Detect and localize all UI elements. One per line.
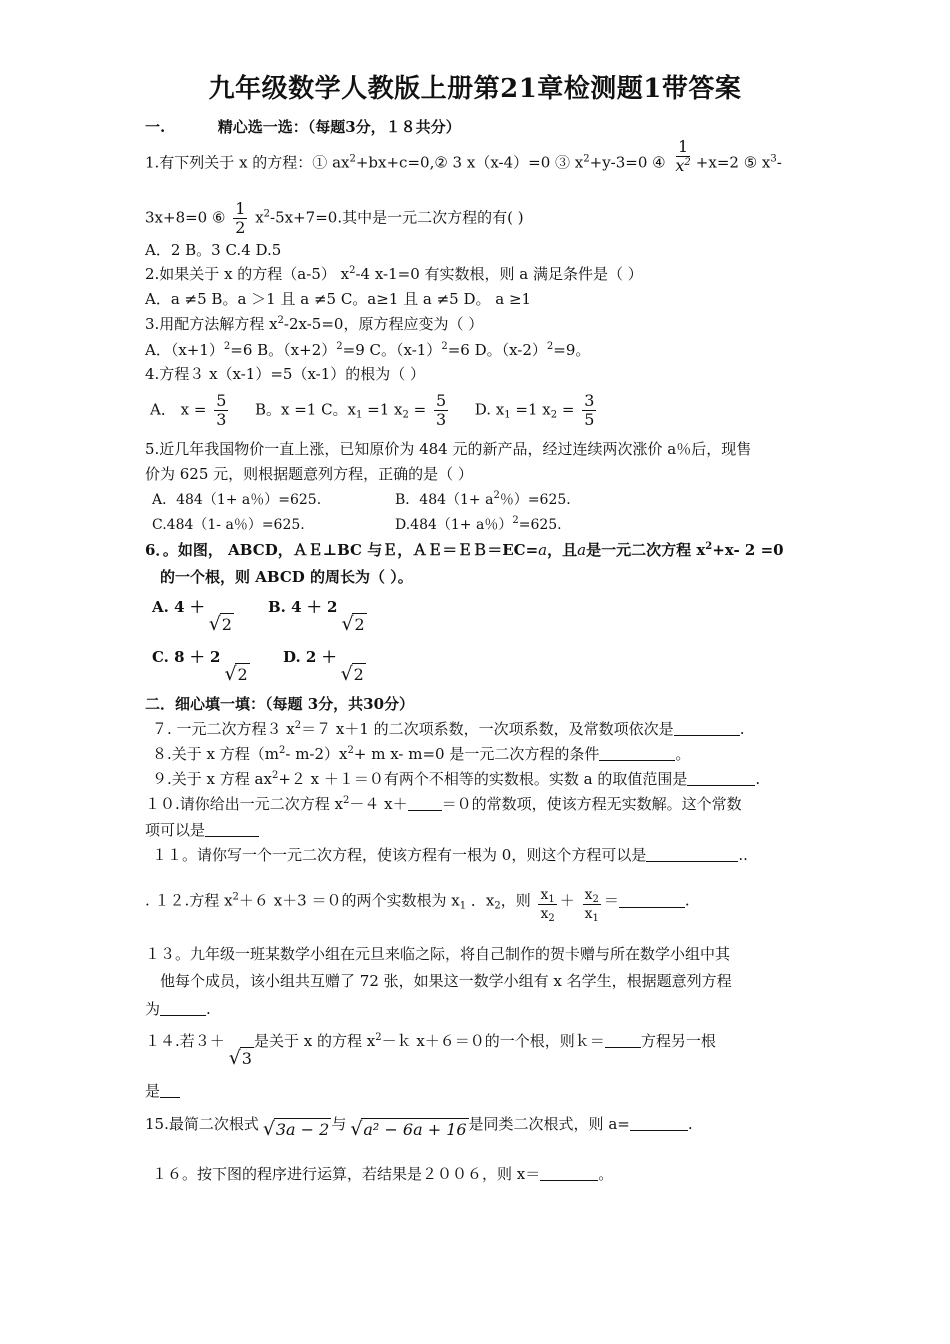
question-10-line-2: 项可以是 [145, 820, 259, 840]
question-12: . １２.方程 $x^2+6$ x＋3 ＝０的两个实数根为 $x_1$ ．$x_2$，则 $\frac{x_1}{x_2}$ ＋ $\frac{x_2}{x_1}$ ＝ . [145, 887, 690, 924]
question-5-option-b: B．$484(1+ a^2$％）=625. [395, 490, 571, 508]
answer-blank[interactable] [619, 893, 685, 908]
fraction-1-over-2: $\frac{1}{2}$ [235, 199, 246, 237]
sqrt-3a-minus-2: √ 3a − 2 [262, 1118, 330, 1140]
section-1-heading [145, 117, 461, 137]
question-8: ８.关于 x 方程（$m^2-$ $m-2)x^2+ m$ x- m=0 是一元二次方程的条件 。 [152, 745, 691, 763]
question-5-line-2: 价为 625 元，则根据题意列方程，正确的是（ ） [145, 465, 473, 483]
sqrt-2: √ 2 [341, 613, 365, 635]
sqrt-a2-minus-6a-plus-16: √ a² − 6a + 16 [350, 1118, 467, 1140]
question-4-stem: 4.方程３ x（x-1）=5（x-1）的根为（ ） [145, 365, 426, 383]
question-1-line-2: 3x+8=0 ⑥ $\frac{1}{2}$ $x^2-5x+7=0$.其中是一元二次方程的有( ) [145, 199, 524, 237]
question-5-line-1: 5.近几年我国物价一直上涨，已知原价为 484 元的新产品，经过连续两次涨价 a％后，现售 [145, 440, 752, 458]
question-13-line-2: 他每个成员，该小组共互赠了 72 张，如果这一数学小组有 x 名学生，根据题意列方程 [160, 972, 732, 990]
question-6-option-c: C. 8 ＋ 2 √ 2 [152, 648, 248, 685]
fraction-3-over-5: $\frac{3}{5}$ [584, 391, 595, 429]
question-10: １０.请你给出一元二次方程 $x^2-4$ x＋ ＝０的常数项，使该方程无实数解。这个常数 [145, 795, 742, 813]
page-title: 九年级数学人教版上册第21章检测题1带答案 [208, 74, 742, 104]
question-1-line-1: 1.有下列关于 x 的方程：① $ax^2+bx+c=0,②$ 3 x（x-4）=0 ③ $x^2+y-3=0$ ④ $\frac{1}{x^2}$ +x=2 ⑤ $x^3-$ [145, 137, 782, 175]
question-13-line-1: １３。九年级一班某数学小组在元旦来临之际，将自己制作的贺卡赠与所在数学小组中其 [145, 945, 731, 963]
question-7: ７. 一元二次方程３ $x^2=7$ x＋1 的二次项系数，一次项系数，及常数项依次是 . [152, 720, 745, 738]
question-14: １４.若３＋ √ 3是关于 x 的方程 $x^2-k$ x＋６＝０的一个根，则ｋ＝ 方程另一根 [145, 1032, 716, 1069]
answer-blank[interactable] [599, 746, 675, 761]
answer-blank[interactable] [630, 1116, 688, 1131]
section-1-label: 一. [145, 118, 166, 136]
question-4-options: A． x = $\frac{5}{3}$ B。x =1 C。$x_1 =1$ $x_2$ = $\frac{5}{3}$ D. $x_1 =1$ $x_2$ = $\frac{3}{5}$ [150, 391, 595, 429]
question-15: 15.最简二次根式 √ 3a − 2 与 √ a² − 6a + 16 是同类二次根式，则 a= . [145, 1115, 693, 1140]
question-3-stem: 3.用配方法解方程 $x^2-2x-5=0$，原方程应变为（ ） [145, 315, 484, 333]
section-2-heading: 二．细心填一填：（每题 3分，共30分） [145, 695, 415, 713]
section-1-title: 精心选一选：（每题3分，１８共分） [217, 118, 461, 136]
sqrt-2: √ 2 [224, 663, 248, 685]
question-2-stem: 2.如果关于 x 的方程（a-5） $x^2-4$ x-1=0 有实数根，则 a 满足条件是（ ） [145, 265, 643, 283]
answer-blank[interactable] [605, 1033, 641, 1048]
answer-blank[interactable] [674, 721, 740, 736]
question-3-options: A．$(x+1)^2=6$ B。$(x+2)^2=9$ C。$(x-1)^2=6$ D。$(x-2)^2=9$。 [145, 341, 591, 359]
sqrt-2: √ 2 [340, 663, 364, 685]
fraction-5-over-3-b: $\frac{5}{3}$ [436, 391, 447, 429]
answer-blank[interactable] [408, 796, 442, 811]
sqrt-2: √ 2 [208, 613, 232, 635]
answer-blank[interactable] [687, 771, 755, 786]
answer-blank[interactable] [646, 847, 738, 862]
answer-blank[interactable] [160, 1001, 206, 1016]
question-5-option-a: A．484（1+ a％）=625. [152, 492, 322, 508]
sqrt-3: √ 3 [228, 1047, 252, 1069]
question-5-option-d: D.484（1+ a％）$^2$=625. [395, 515, 562, 533]
question-11: １１。请你写一个一元二次方程，使该方程有一根为 0，则这个方程可以是 .. [152, 846, 748, 864]
question-16: １６。按下图的程序进行运算，若结果是２００６，则 x＝ 。 [152, 1165, 614, 1183]
fraction-5-over-3: $\frac{5}{3}$ [216, 391, 227, 429]
answer-blank[interactable] [540, 1166, 598, 1181]
answer-blank[interactable] [205, 822, 259, 837]
question-13-line-3: 为 . [145, 1000, 211, 1018]
question-5-option-c: C.484（1- a％）=625. [152, 517, 305, 533]
fraction-x2-over-x1: $\frac{x_2}{x_1}$ [584, 887, 599, 924]
question-6-stem: 6．。如图， ABCD，ＡＥ⊥BC 与Ｅ，ＡＥ＝ＥＢ＝EC=a，且a是一元二次方程 $x^2+x-$ 2 =0 [145, 541, 784, 559]
question-1-options: A．2 B。3 C.4 D.5 [145, 241, 282, 259]
question-2-options: A．a ≠5 B。a ＞1 且 a ≠5 C。a≥1 且 a ≠5 D。 a ≥1 [145, 290, 532, 308]
fraction-1-over-x2: $\frac{1}{x^2}$ [675, 137, 691, 175]
question-6-option-d: D. 2 ＋ √ 2 [283, 648, 364, 685]
question-6-option-b: B. 4 ＋ 2 √ 2 [268, 598, 365, 635]
question-9: ９.关于 x 方程 $ax^2+2$ x ＋１＝０有两个不相等的实数根。实数 a 的取值范围是 . [152, 770, 761, 788]
fraction-x1-over-x2: $\frac{x_1}{x_2}$ [540, 887, 555, 924]
question-14-line-2: 是 [145, 1081, 180, 1101]
question-6-stem-line-2: 的一个根，则 ABCD 的周长为（ ）。 [160, 568, 413, 586]
question-6-option-a: A. 4 ＋ √ 2 [152, 598, 232, 635]
answer-blank[interactable] [160, 1083, 180, 1098]
